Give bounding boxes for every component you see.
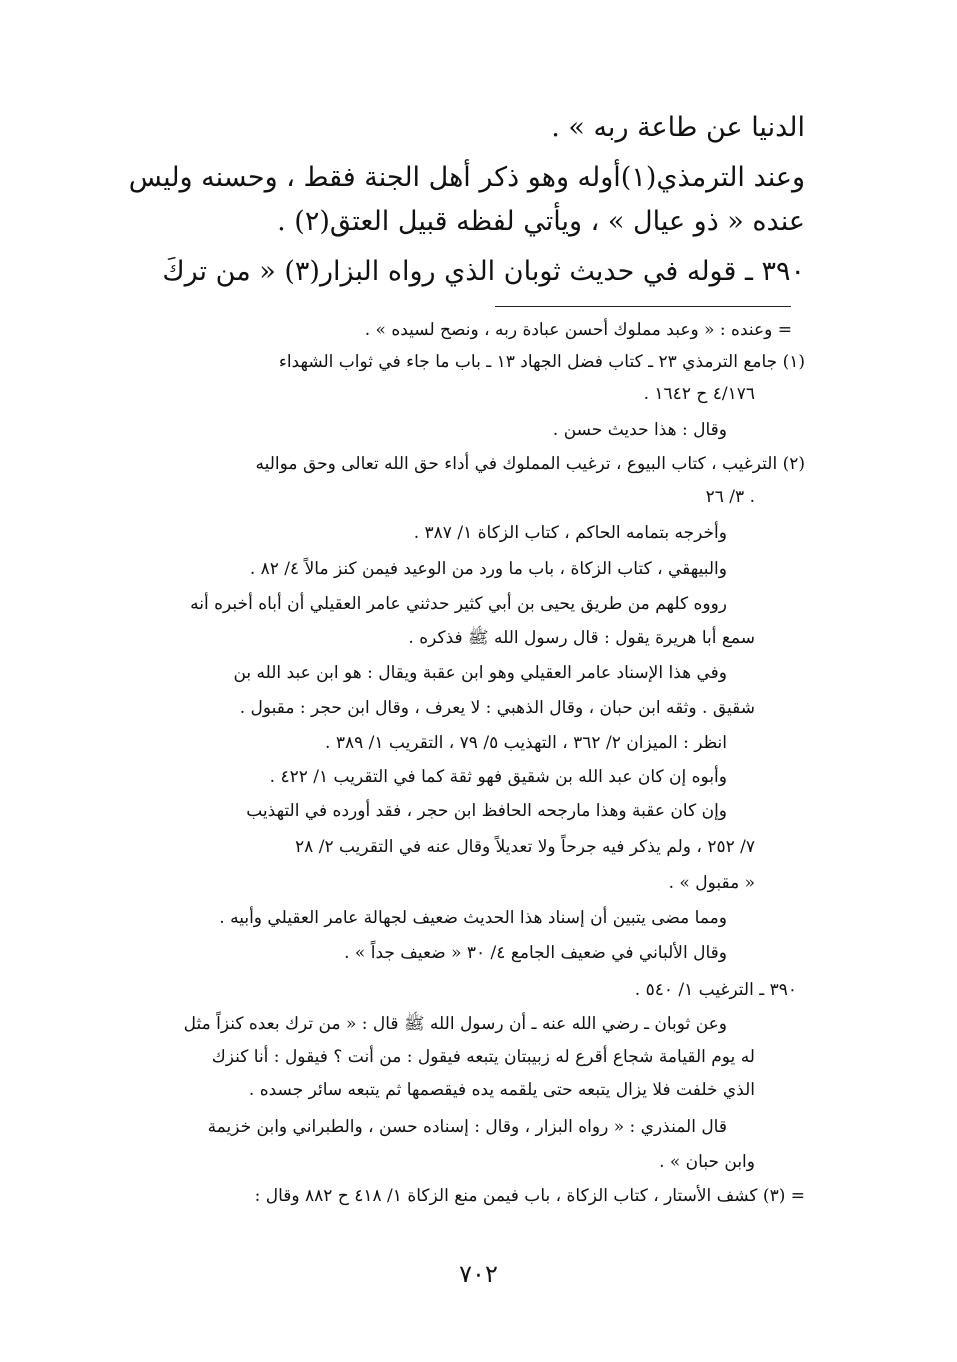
- footnote-2-line-5: رووه كلهم من طريق يحيى بن أبي كثير حدثني عامر العقيلي أن أباه أخبره أنه: [190, 594, 727, 614]
- footnote-2-line-11: وإن كان عقبة وهذا مارجحه الحافظ ابن حجر ، فقد أورده في التهذيب: [246, 801, 727, 821]
- footnote-2-line-2: ٣/ ٢٦ .: [705, 487, 755, 507]
- footnote-1-line-3: وقال : هذا حديث حسن .: [552, 420, 727, 440]
- footnote-2-line-6: سمع أبا هريرة يقول : قال رسول الله ﷺ فذكره .: [408, 628, 755, 648]
- main-line-2: وعند الترمذي(١)أوله وهو ذكر أهل الجنة فقط ، وحسنه وليس: [128, 162, 805, 193]
- footnote-1-line-1: (١) جامع الترمذي ٢٣ ـ كتاب فضل الجهاد ١٣ ـ باب ما جاء في ثواب الشهداء: [278, 352, 805, 372]
- footnote-2-line-12: ٧/ ٢٥٢ ، ولم يذكر فيه جرحاً ولا تعديلاً وقال عنه في التقريب ٢/ ٢٨: [295, 837, 755, 857]
- footnote-2-line-13: « مقبول » .: [668, 873, 755, 893]
- main-line-4: ٣٩٠ ـ قوله في حديث ثوبان الذي رواه البزار(٣) « من تركَ: [162, 256, 805, 287]
- footnote-2-line-10: وأبوه إن كان عبد الله بن شقيق فهو ثقة كما في التقريب ١/ ٤٢٢ .: [269, 767, 727, 787]
- footnote-2-line-14: ومما مضى يتبين أن إسناد هذا الحديث ضعيف لجهالة عامر العقيلي وأبيه .: [219, 908, 727, 928]
- footnote-1-line-2: ٤/١٧٦ ح ١٦٤٢ .: [643, 384, 755, 404]
- footnote-3-line-4: قال المنذري : « رواه البزار ، وقال : إسناده حسن ، والطبراني وابن خزيمة: [207, 1117, 727, 1137]
- footnote-2-line-7: وفي هذا الإسناد عامر العقيلي وهو ابن عقبة ويقال : هو ابن عبد الله بن: [233, 663, 727, 683]
- page-number: ٧٠٢: [459, 1260, 498, 1288]
- main-line-1: الدنيا عن طاعة ربه » .: [551, 112, 805, 143]
- footnote-3-line-3: الذي خلفت فلا يزال يتبعه حتى يلقمه يده فيقصمها ثم يتبعه سائر جسده .: [248, 1080, 755, 1100]
- footnote-2-line-8: شقيق . وثقه ابن حبان ، وقال الذهبي : لا يعرف ، وقال ابن حجر : مقبول .: [239, 698, 755, 718]
- footnote-2-line-9: انظر : الميزان ٢/ ٣٦٢ ، التهذيب ٥/ ٧٩ ، التقريب ١/ ٣٨٩ .: [325, 733, 727, 753]
- footnote-separator: [495, 306, 791, 307]
- footnote-3-line-6: = (٣) كشف الأستار ، كتاب الزكاة ، باب فيمن منع الزكاة ١/ ٤١٨ ح ٨٨٢ وقال :: [254, 1186, 805, 1206]
- footnote-3-line-5: وابن حبان » .: [659, 1152, 755, 1172]
- footnote-continuation: = وعنده : « وعبد مملوك أحسن عبادة ربه ، ونصح لسيده » .: [364, 320, 792, 340]
- footnote-2-line-3: وأخرجه بتمامه الحاكم ، كتاب الزكاة ١/ ٣٨٧ .: [413, 523, 727, 543]
- footnote-3-line-2: له يوم القيامة شجاع أقرع له زبيبتان يتبعه فيقول : من أنت ؟ فيقول : أنا كنزك: [211, 1047, 755, 1067]
- main-line-3: عنده « ذو عيال » ، ويأتي لفظه قبيل العتق(٢) .: [277, 206, 805, 237]
- footnote-3-line-1: وعن ثوبان ـ رضي الله عنه ـ أن رسول الله ﷺ قال : « من ترك بعده كنزاً مثل: [183, 1014, 727, 1034]
- footnote-2-line-4: والبيهقي ، كتاب الزكاة ، باب ما ورد من الوعيد فيمن كنز مالاً ٤/ ٨٢ .: [249, 559, 727, 579]
- footnote-3-heading: ٣٩٠ ـ الترغيب ١/ ٥٤٠ .: [634, 980, 797, 1000]
- footnote-2-line-1: (٢) الترغيب ، كتاب البيوع ، ترغيب المملوك في أداء حق الله تعالى وحق مواليه: [255, 454, 805, 474]
- footnote-2-line-15: وقال الألباني في ضعيف الجامع ٤/ ٣٠ « ضعيف جداً » .: [344, 943, 727, 963]
